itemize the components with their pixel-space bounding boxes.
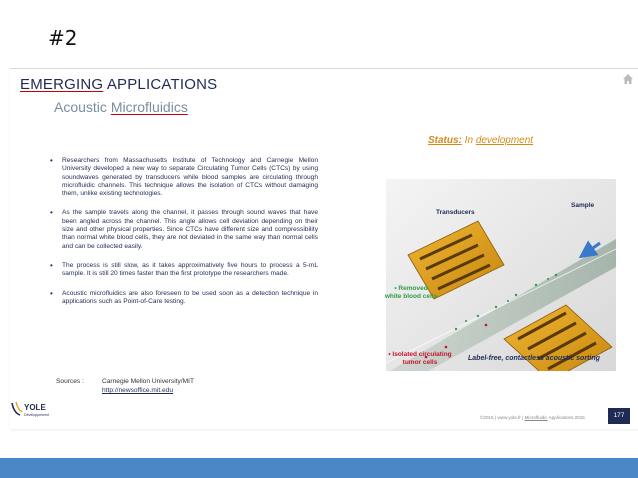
subtitle-microfluidics: Microfluidics	[110, 99, 188, 115]
sources-line: Carnegie Mellon University/MIT	[102, 378, 194, 385]
status-value: development	[475, 135, 534, 146]
logo-text: YOLE	[24, 403, 46, 412]
status-line	[428, 135, 533, 146]
bullet-item: • Acoustic microfluidics are also foreseen to be used soon as a detection technique in applications such as Point-of-Care testing.	[48, 290, 318, 307]
copyright	[480, 415, 585, 420]
slide-frame	[10, 68, 638, 429]
bullet-item: • Researchers from Massachusetts Institute of Technology and Carnegie Mellon University developed a new way to separate Circulating Tumor Cells (CTCs) by using soundwaves generated by transducers while blood samples are circulating through microfluidic channels. This technique allows the isolation of CTCs without damaging them, unlike existing technologies.	[48, 157, 318, 198]
subtitle-acoustic: Acoustic	[54, 99, 107, 115]
yole-logo	[10, 399, 70, 419]
sources-label: Sources :	[56, 378, 84, 385]
bullet-item: • The process is still slow, as it takes approximatively five hours to process a 5-mL sample. It is still 20 times faster than the first prototype the researchers made.	[48, 262, 318, 279]
status-label: Status:	[428, 135, 462, 146]
logo-subtext: Développement	[24, 413, 50, 417]
sources-link[interactable]: http://newsoffice.mit.edu	[102, 387, 173, 394]
copyright-text: ©2015 | www.yole.fr |	[480, 415, 525, 420]
page-number: 177	[608, 408, 630, 424]
bottom-bar	[0, 458, 638, 478]
copyright-tail: Applications 2015	[547, 415, 585, 420]
figure-caption: Label-free, contactless acoustic sorting	[468, 355, 600, 362]
home-icon[interactable]	[622, 73, 634, 85]
title-applications: APPLICATIONS	[103, 76, 218, 93]
slide-title	[20, 76, 217, 93]
acoustic-sorting-figure	[386, 179, 616, 371]
slide-number: #2	[48, 26, 78, 50]
copyright-underlined: Microfluidic	[524, 415, 548, 420]
status-sep: In	[461, 135, 476, 146]
label-removed-cells: • Removed white blood cells	[384, 285, 438, 300]
slide-subtitle	[54, 99, 188, 115]
label-sample: Sample	[571, 202, 595, 209]
bullet-list	[48, 157, 318, 317]
title-emerging: EMERGING	[20, 76, 104, 93]
label-transducers: Transducers	[436, 209, 475, 216]
bullet-item: • As the sample travels along the channel, it passes through sound waves that have been angled across the channel. This angle allows cell deviation depending on their size and other physical properties. Since CTCs have different size and compressibility than normal white blood cells, they are not deviated in the same way than normal cells and can be collected easily.	[48, 209, 318, 250]
label-isolated-cells: • Isolated circulating tumor cells	[388, 351, 452, 366]
